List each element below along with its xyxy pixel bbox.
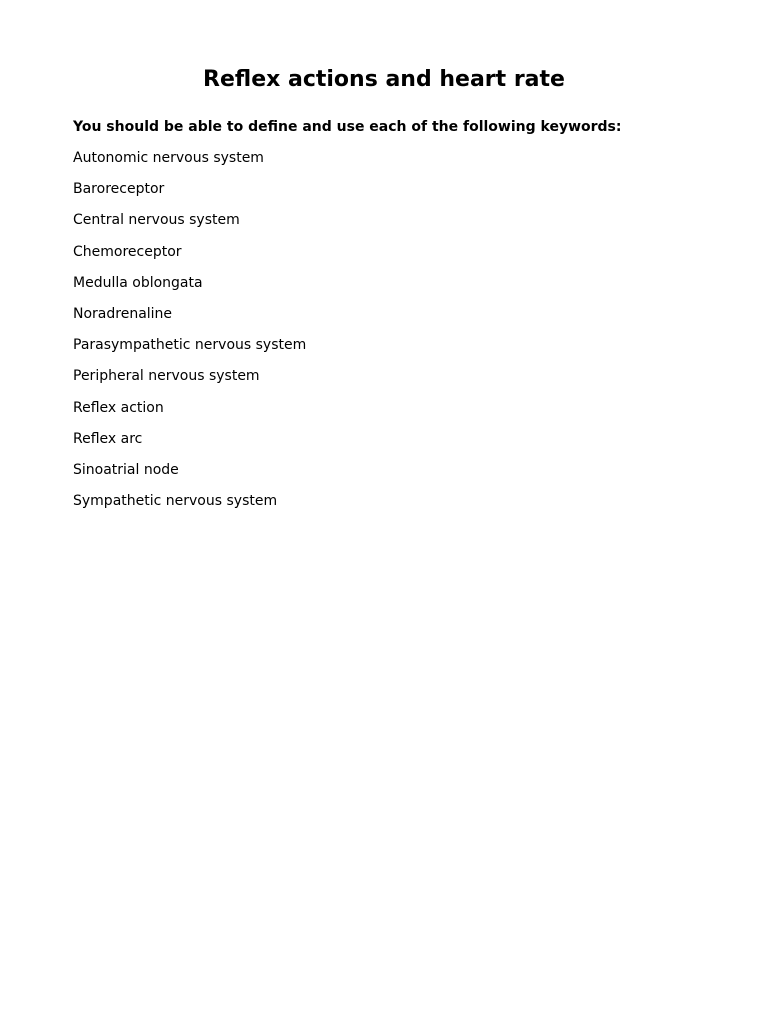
keyword-item: Autonomic nervous system	[73, 150, 264, 166]
keyword-item: Noradrenaline	[73, 305, 173, 322]
keyword-item: Sympathetic nervous system	[73, 493, 278, 510]
keyword-item: Medulla oblongata	[73, 274, 203, 291]
keyword-item: Chemoreceptor	[73, 243, 182, 260]
keyword-item: Reflex action	[73, 399, 164, 416]
keyword-list	[73, 149, 306, 523]
keyword-item: Parasympathetic nervous system	[73, 337, 307, 354]
keyword-item: Reflex arc	[73, 430, 143, 447]
keyword-item: Sinoatrial node	[73, 461, 179, 478]
page-title: Reflex actions and heart rate	[203, 67, 565, 92]
intro-text: You should be able to define and use each of the following keywords:	[73, 119, 622, 135]
keyword-item: Baroreceptor	[73, 181, 165, 198]
keyword-item: Peripheral nervous system	[73, 368, 260, 385]
keyword-item: Central nervous system	[73, 212, 240, 229]
